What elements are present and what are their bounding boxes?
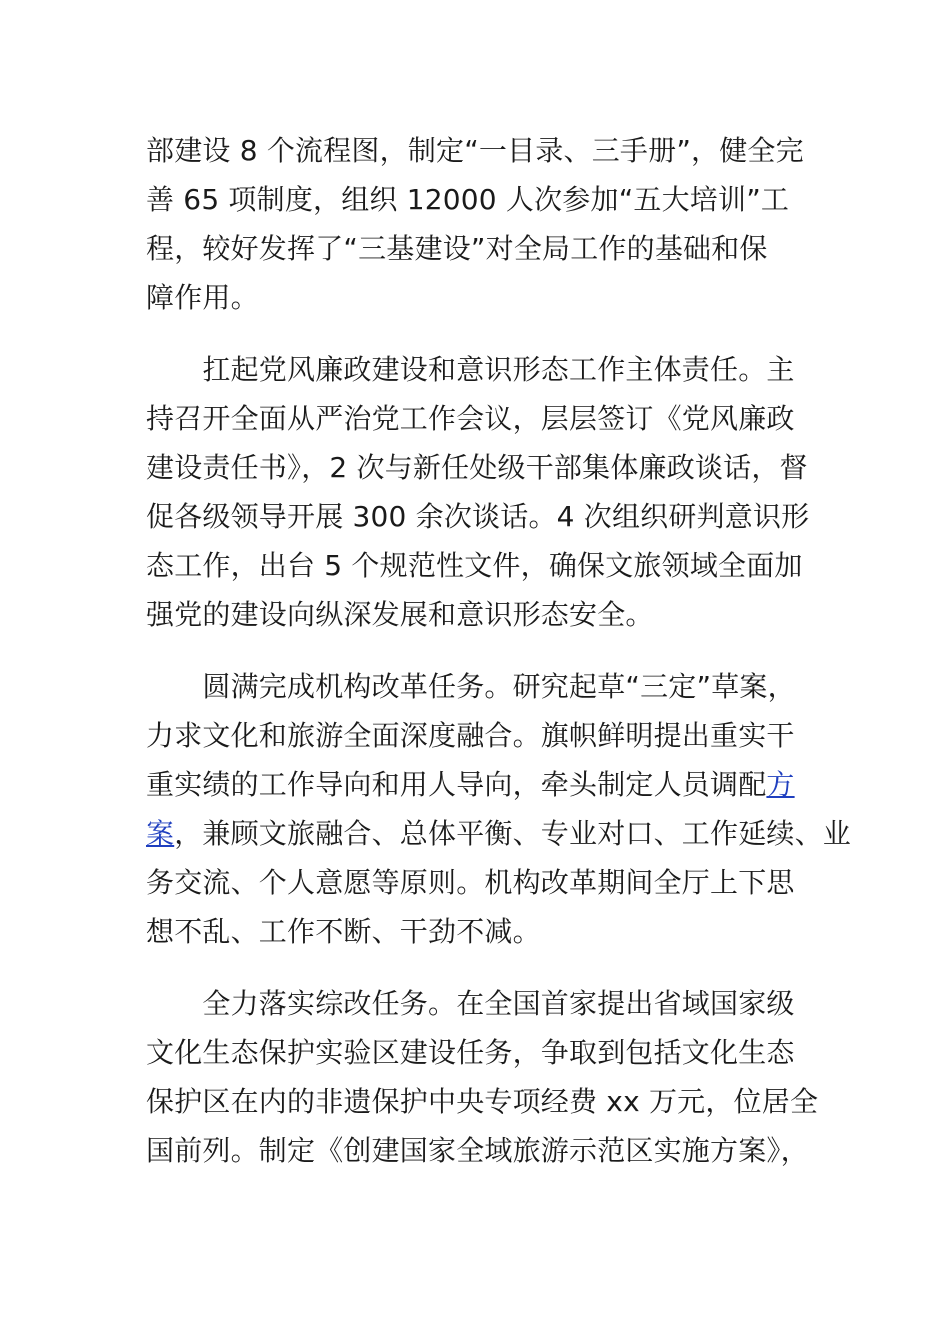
text-line: 务交流、个人意愿等原则。机构改革期间全厅上下思 — [146, 866, 795, 899]
text-segment: ，兼顾文旅融合、总体平衡、专业对口、工作延续、业 — [174, 817, 852, 850]
text-line: 障作用。 — [146, 281, 259, 314]
text-line: 建设责任书》，2 次与新任处级干部集体廉政谈话，督 — [146, 451, 808, 484]
plan-link-part-2[interactable]: 案 — [146, 817, 175, 850]
text-line: 力求文化和旅游全面深度融合。旗帜鲜明提出重实干 — [146, 719, 795, 752]
text-line-with-link — [146, 760, 810, 809]
text-line: 圆满完成机构改革任务。研究起草“三定”草案， — [146, 670, 796, 703]
text-line: 国前列。制定《创建国家全域旅游示范区实施方案》， — [146, 1134, 809, 1167]
paragraph-4 — [146, 979, 819, 1175]
text-line: 想不乱、工作不断、干劲不减。 — [146, 915, 541, 948]
text-line: 态工作，出台 5 个规范性文件，确保文旅领域全面加 — [146, 549, 803, 582]
text-line: 全力落实综改任务。在全国首家提出省域国家级 — [146, 987, 795, 1020]
text-line: 强党的建设向纵深发展和意识形态安全。 — [146, 598, 654, 631]
plan-link-part-1[interactable]: 方 — [766, 768, 795, 801]
text-line: 扛起党风廉政建设和意识形态工作主体责任。主 — [146, 353, 795, 386]
text-line: 持召开全面从严治党工作会议，层层签订《党风廉政 — [146, 402, 795, 435]
text-line: 善 65 项制度，组织 12000 人次参加“五大培训”工 — [146, 183, 790, 216]
text-line: 程，较好发挥了“三基建设”对全局工作的基础和保 — [146, 232, 768, 265]
text-line-with-link — [146, 809, 852, 858]
paragraph-2 — [146, 345, 810, 639]
text-line: 部建设 8 个流程图，制定“一目录、三手册”，健全完 — [146, 134, 804, 167]
paragraph-1 — [146, 126, 810, 322]
paragraph-3 — [146, 662, 852, 956]
text-segment: 重实绩的工作导向和用人导向，牵头制定人员调配 — [146, 768, 767, 801]
text-line: 文化生态保护实验区建设任务，争取到包括文化生态 — [146, 1036, 795, 1069]
text-line: 保护区在内的非遗保护中央专项经费 xx 万元，位居全 — [146, 1085, 819, 1118]
document-body — [146, 126, 852, 1198]
text-line: 促各级领导开展 300 余次谈话。4 次组织研判意识形 — [146, 500, 810, 533]
